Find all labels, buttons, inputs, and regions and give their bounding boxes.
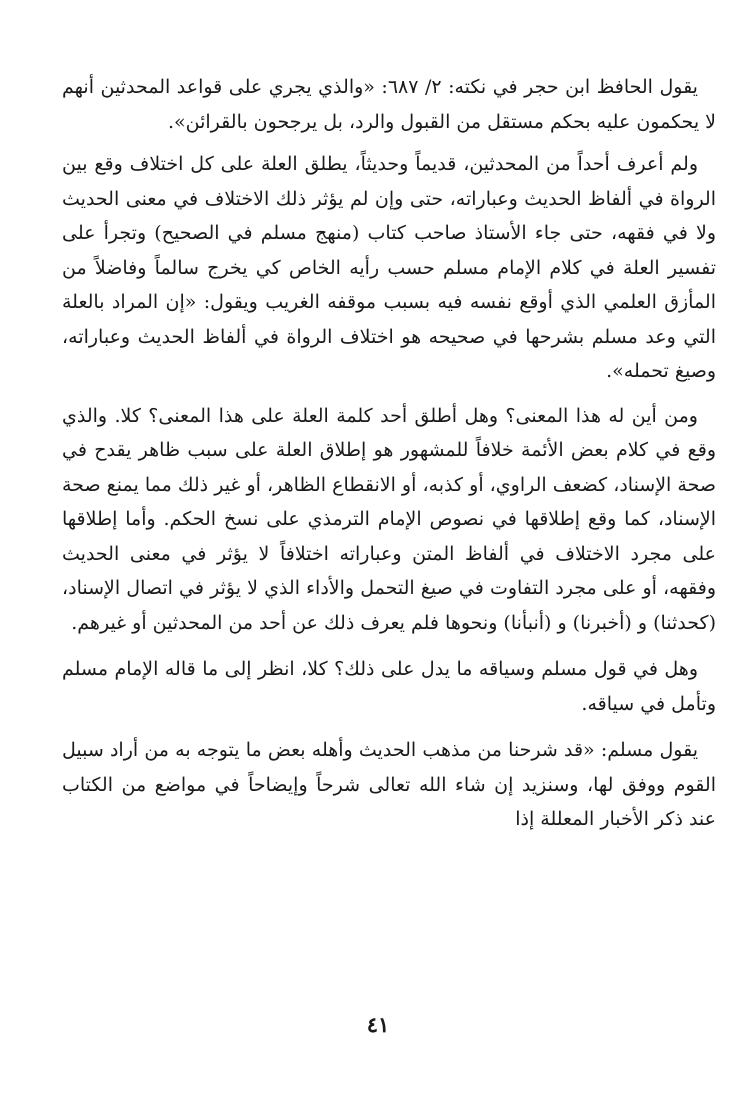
paragraph-question: وهل في قول مسلم وسياقه ما يدل على ذلك؟ كلا، انظر إلى ما قاله الإمام مسلم وتأمل في سياقه. [62, 658, 716, 715]
page-number: ٤١ [366, 1012, 390, 1037]
paragraph-muslim-quote: يقول مسلم: «قد شرحنا من مذهب الحديث وأهله بعض ما يتوجه به من أراد سبيل القوم ووفق لها، وسنزيد إن شاء الله تعالى شرحاً وإيضاحاً في مواضع من الكتاب عند ذكر الأخبار المعللة إذا [62, 739, 716, 830]
paragraph-definition-of-illa: ولم أعرف أحداً من المحدثين، قديماً وحديثاً، يطلق العلة على كل اختلاف وقع بين الرواة في ألفاظ الحديث وعباراته، حتى وإن لم يؤثر ذلك الاختلاف في معنى الحديث ولا في فقهه، حتى جاء الأستاذ صاحب كتاب (منهج مسلم في الصحيح) وتجرأ على تفسير العلة في كلام الإمام مسلم حسب رأيه الخاص كي يخرج سالماً وفاضلاً من المأزق العلمي الذي أوقع نفسه فيه بسبب موقفه الغريب ويقول: «إن المراد بالعلة التي وعد مسلم بشرحها في صحيحه هو اختلاف الرواة في ألفاظ الحديث وعباراته، وصيغ تحمله». [62, 153, 716, 382]
body-text [62, 70, 716, 851]
paragraph-rebuttal: ومن أين له هذا المعنى؟ وهل أطلق أحد كلمة العلة على هذا المعنى؟ كلا. والذي وقع في كلام بعض الأئمة خلافاً للمشهور هو إطلاق العلة على سبب ظاهر يقدح في صحة الإسناد، كضعف الراوي، أو كذبه، أو الانقطاع الظاهر، أو غير ذلك مما يمنع صحة الإسناد، كما وقع إطلاقها في نصوص الإمام الترمذي على نسخ الحكم. وأما إطلاقها على مجرد الاختلاف في ألفاظ المتن وعباراته اختلافاً لا يؤثر في معنى الحديث وفقهه، أو على مجرد التفاوت في صيغ التحمل والأداء الذي لا يؤثر في اتصال الإسناد، (كحدثنا) و (أخبرنا) و (أنبأنا) ونحوها فلم يعرف ذلك عن أحد من المحدثين أو غيرهم. [62, 404, 716, 634]
paragraph-ibn-hajar-quote: يقول الحافظ ابن حجر في نكته: ٢/ ٦٨٧: «والذي يجري على قواعد المحدثين أنهم لا يحكمون عليه بحكم مستقل من القبول والرد، بل يرجحون بالقرائن». [62, 76, 716, 133]
